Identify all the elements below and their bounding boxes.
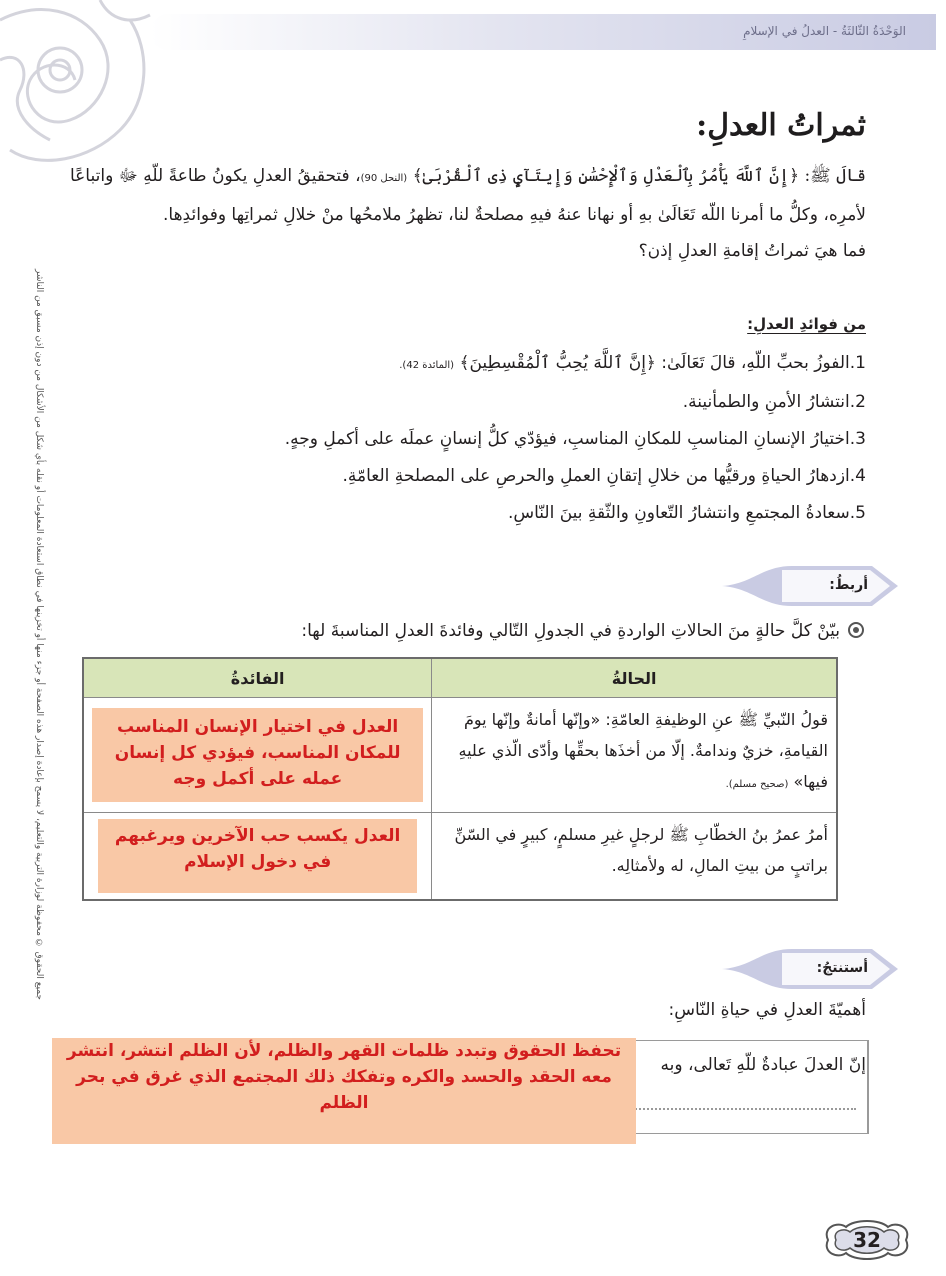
case-text: أمرُ عمرُ بنُ الخطّابِ ﷺ لرجلٍ غيرِ مسلمٍ، كبيرٍ في السّنِّ براتبٍ من بيتِ المالِ، له ولأمثالِه. bbox=[454, 825, 828, 875]
table-row bbox=[83, 813, 837, 901]
list-item-text: سعادةُ المجتمعِ وانتشارُ التّعاونِ والثّقةِ بينَ النّاسِ. bbox=[507, 503, 850, 523]
intro-verse: قالَ ﷺ: ﴿إِنَّ ٱللَّهَ يَأْمُرُ بِٱلْعَدْلِ وَٱلْإِحْسَٰنِ وَإِيتَآيِٕ ذِى ٱلْقُرْبَىٰ﴾ bbox=[412, 166, 866, 186]
column-header-case: الحالةُ bbox=[432, 658, 837, 698]
answer-box[interactable]: العدل في اختيار الإنسان المناسب للمكان المناسب، فيؤدي كل إنسان عمله على أكمل وجه bbox=[92, 708, 423, 802]
breadcrumb: الوَحْدَةُ الثّالثَةُ - العدلُ في الإسلامِ bbox=[743, 24, 906, 38]
case-text: قولُ النّبيِّ ﷺ عنِ الوظيفةِ العامّةِ: «وإنّها أمانةٌ وإنّها يومَ القيامةِ، خزيٌ وندامةٌ. إلّا من أخذَها بحقِّها وأدّى الّذي عليهِ فيها» bbox=[458, 710, 828, 791]
case-cell bbox=[432, 813, 837, 901]
conclusion-answer-box[interactable]: تحفظ الحقوق وتبدد ظلمات القهر والظلم، لأن الظلم انتشر، انتشر معه الحقد والحسد والكره وتفكك ذلك المجتمع الذي غرق في بحر الظلم bbox=[52, 1038, 636, 1144]
list-item bbox=[166, 345, 866, 384]
conclude-activity-label: أستنتجُ: bbox=[816, 960, 868, 976]
list-item-number: 4. bbox=[849, 466, 866, 486]
intro-line-2: لأمرِه، وكلُّ ما أمرنا اللّه تَعَالَىٰ بهِ أو نهانا عنهُ فيهِ مصلحةٌ لنا، تظهرُ ملامحُها منْ خلالِ ثمراتِها وفوائدِها. bbox=[162, 205, 866, 225]
intro-line-1 bbox=[69, 158, 866, 197]
list-item bbox=[166, 421, 866, 458]
page-number: 32 bbox=[853, 1228, 881, 1252]
list-item bbox=[166, 458, 866, 495]
case-cell bbox=[432, 698, 837, 813]
intro-line-3: فما هيَ ثمراتُ إقامةِ العدلِ إذن؟ bbox=[638, 241, 866, 261]
intro-paragraph bbox=[69, 158, 866, 269]
table-header-row bbox=[83, 658, 837, 698]
list-item-number: 3. bbox=[849, 429, 866, 449]
benefit-cell[interactable] bbox=[83, 813, 432, 901]
intro-line-1-rest: ، فتحقيقُ العدلِ يكونُ طاعةً للّهِ ﷻ واتباعًا bbox=[69, 166, 361, 186]
list-item-text: ازدهارُ الحياةِ ورقيُّها من خلالِ إتقانِ العملِ والحرصِ على المصلحةِ العامّةِ. bbox=[342, 466, 850, 486]
link-activity-tab bbox=[722, 562, 898, 610]
benefits-list bbox=[166, 345, 866, 532]
page-number-badge bbox=[820, 1217, 914, 1263]
cases-benefits-table bbox=[82, 657, 838, 901]
answer-box[interactable]: العدل يكسب حب الآخرين ويرغبهم في دخول الإسلام bbox=[98, 819, 417, 893]
conclude-question: أهميّةَ العدلِ في حياةِ النّاسِ: bbox=[668, 1000, 866, 1020]
list-item-text: انتشارُ الأمنِ والطمأنينة. bbox=[682, 392, 850, 412]
list-item bbox=[166, 495, 866, 532]
conclude-activity-tab bbox=[722, 945, 898, 993]
link-activity-label: أربطُ: bbox=[829, 577, 868, 593]
table-row bbox=[83, 698, 837, 813]
link-instruction-text: بيّنْ كلَّ حالةٍ منَ الحالاتِ الواردةِ في الجدولِ التّالي وفائدةَ العدلِ المناسبةَ لها: bbox=[301, 621, 840, 641]
list-item bbox=[166, 384, 866, 421]
list-item-number: 1. bbox=[849, 353, 866, 373]
column-header-benefit: الفائدةُ bbox=[83, 658, 432, 698]
page-title: ثمراتُ العدلِ: bbox=[696, 108, 866, 143]
list-item-text: اختيارُ الإنسانِ المناسبِ للمكانِ المناسبِ، فيؤدّي كلُّ إنسانٍ عملَه على أكملِ وجهٍ. bbox=[284, 429, 850, 449]
list-item-number: 5. bbox=[849, 503, 866, 523]
copyright-side-note: جميع الحقوق © محفوظة لوزارة التربية والتعليم، لا يسمح بإعادة إصدار هذه الصفحة أو جزء منها أو تخزينها في نطاق استعادة المعلومات أو نقله بأي شكل من الأشكال من دون إذن مسبق من الناشر bbox=[34, 269, 44, 1000]
radio-bullet-icon bbox=[848, 622, 864, 638]
list-item-number: 2. bbox=[849, 392, 866, 412]
benefit-cell[interactable] bbox=[83, 698, 432, 813]
intro-verse-source: (النحل 90) bbox=[360, 173, 408, 184]
corner-ornament-decoration bbox=[0, 0, 160, 180]
list-item-source: (المائدة 42). bbox=[399, 360, 455, 371]
link-instruction bbox=[301, 620, 864, 641]
list-item-text: الفوزُ بحبِّ اللّهِ، قالَ تَعَالَىٰ: ﴿إِنَّ ٱللَّهَ يُحِبُّ ٱلْمُقْسِطِينَ﴾ bbox=[459, 353, 850, 373]
answer-start-text: إنّ العدلَ عبادةٌ للّهِ تَعالى، وبه bbox=[660, 1055, 866, 1075]
benefits-heading: من فوائدِ العدلِ: bbox=[747, 315, 866, 333]
case-source: (صحيح مسلم). bbox=[725, 779, 789, 790]
